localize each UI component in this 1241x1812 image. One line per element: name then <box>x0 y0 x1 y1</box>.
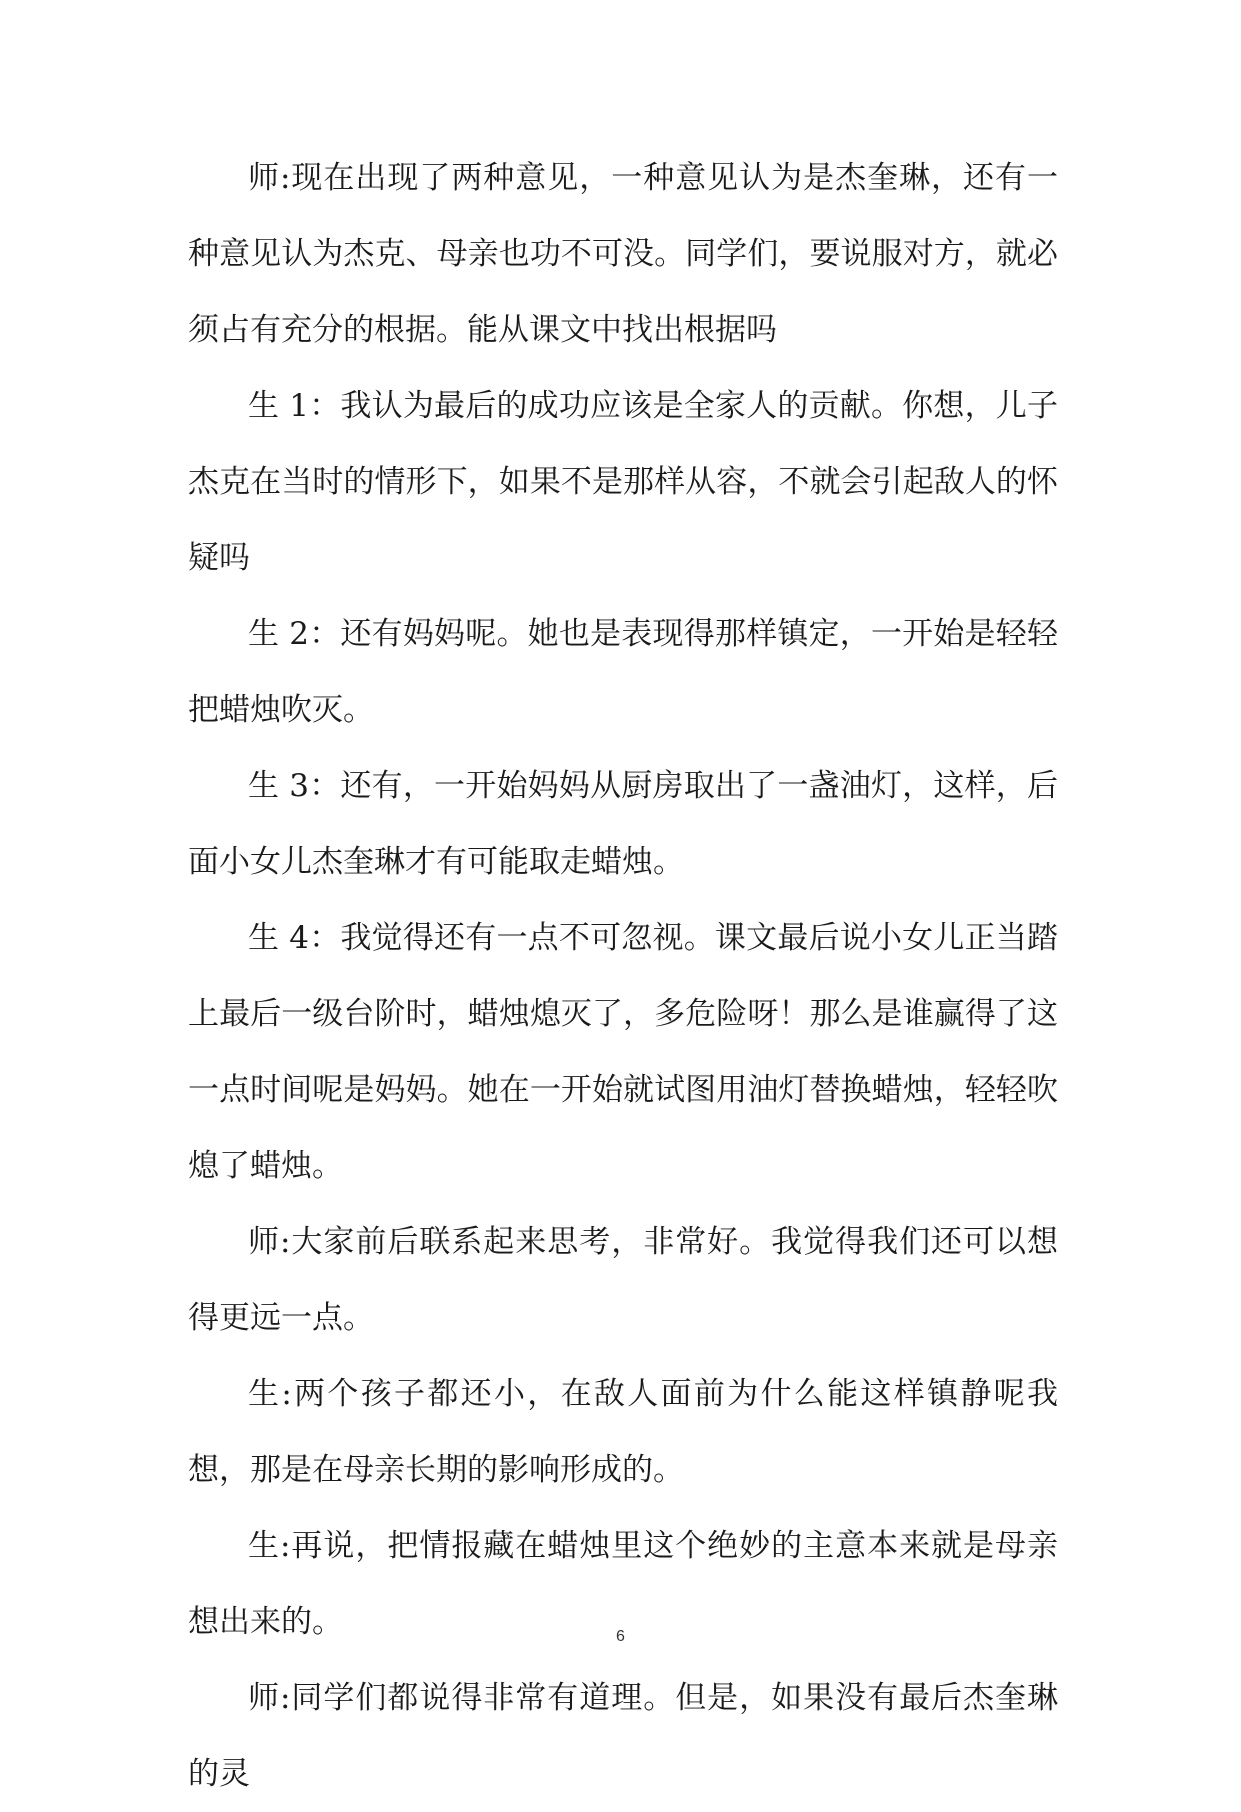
speaker-label: 生: <box>248 1376 292 1412</box>
paragraph-teacher-3 <box>188 1660 1058 1812</box>
paragraph-text: 还有妈妈呢。她也是表现得那样镇定，一开始是轻轻把蜡烛吹灭。 <box>188 616 1059 728</box>
paragraph-text: 现在出现了两种意见，一种意见认为是杰奎琳，还有一种意见认为杰克、母亲也功不可没。同学们，要说服对方，就必须占有充分的根据。能从课文中找出根据吗 <box>188 160 1058 348</box>
speaker-label: 生 3： <box>248 768 341 804</box>
speaker-label: 师: <box>248 1224 291 1260</box>
document-body <box>188 140 1058 1812</box>
paragraph-text: 还有，一开始妈妈从厨房取出了一盏油灯，这样，后面小女儿杰奎琳才有可能取走蜡烛。 <box>188 768 1059 880</box>
paragraph-text: 我认为最后的成功应该是全家人的贡献。你想，儿子杰克在当时的情形下，如果不是那样从容，不就会引起敌人的怀疑吗 <box>188 388 1059 576</box>
speaker-label: 生 1： <box>248 388 341 424</box>
speaker-label: 师: <box>248 160 291 196</box>
speaker-label: 生 4： <box>248 920 341 956</box>
paragraph-text: 大家前后联系起来思考，非常好。我觉得我们还可以想得更远一点。 <box>188 1224 1058 1336</box>
paragraph-text: 同学们都说得非常有道理。但是，如果没有最后杰奎琳的灵 <box>188 1680 1058 1792</box>
paragraph-student-4 <box>188 900 1058 1204</box>
paragraph-teacher-2 <box>188 1204 1058 1356</box>
paragraph-teacher-1 <box>188 140 1058 368</box>
paragraph-student-5 <box>188 1356 1058 1508</box>
paragraph-text: 两个孩子都还小，在敌人面前为什么能这样镇静呢我想，那是在母亲长期的影响形成的。 <box>188 1376 1058 1488</box>
paragraph-text: 我觉得还有一点不可忽视。课文最后说小女儿正当踏上最后一级台阶时，蜡烛熄灭了，多危险呀！那么是谁赢得了这一点时间呢是妈妈。她在一开始就试图用油灯替换蜡烛，轻轻吹熄了蜡烛。 <box>188 920 1059 1184</box>
page-number: 6 <box>616 1628 625 1645</box>
paragraph-text: 再说，把情报藏在蜡烛里这个绝妙的主意本来就是母亲想出来的。 <box>188 1528 1058 1640</box>
speaker-label: 师: <box>248 1680 291 1716</box>
paragraph-student-3 <box>188 748 1058 900</box>
paragraph-student-2 <box>188 596 1058 748</box>
paragraph-student-1 <box>188 368 1058 596</box>
speaker-label: 生: <box>248 1528 291 1564</box>
speaker-label: 生 2： <box>248 616 341 652</box>
